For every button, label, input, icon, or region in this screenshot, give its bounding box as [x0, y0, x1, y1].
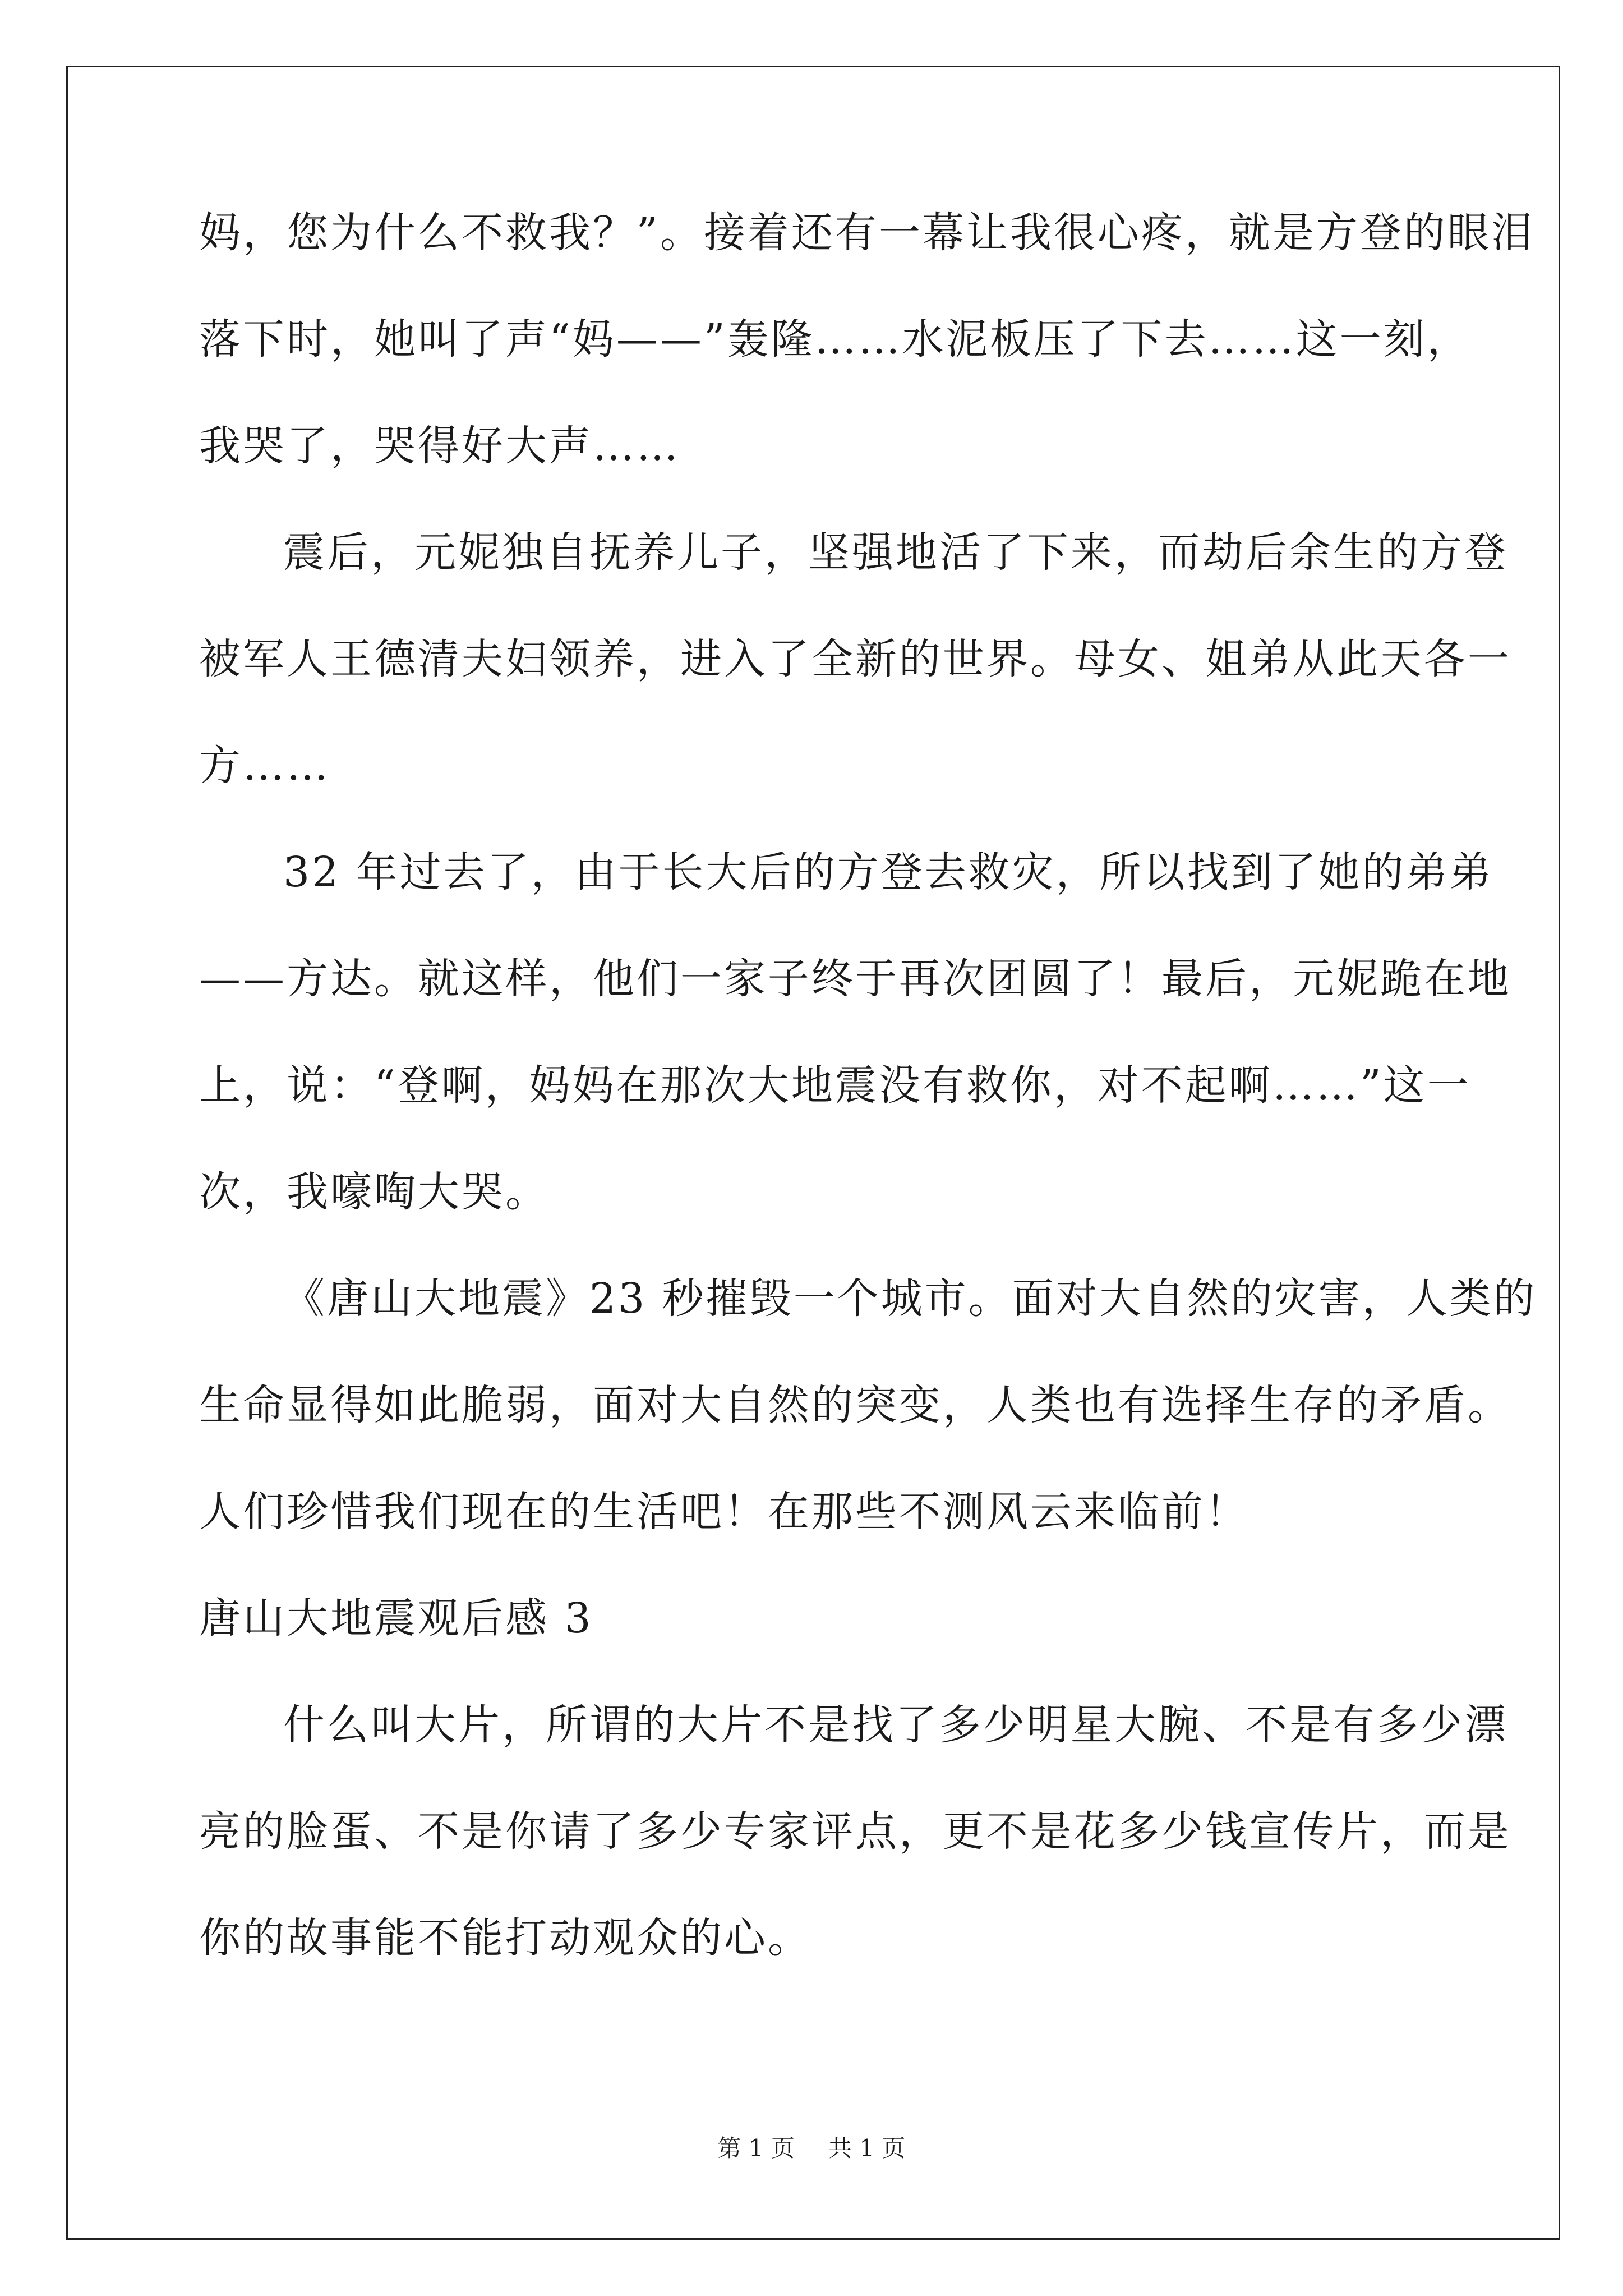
text-line: 我哭了，哭得好大声…… — [199, 422, 680, 470]
section-heading: 唐山大地震观后感 3 — [199, 1594, 593, 1642]
text-line: 生命显得如此脆弱，面对大自然的突变，人类也有选择生存的矛盾。 — [199, 1381, 1511, 1429]
page-footer — [0, 2132, 1623, 2165]
paragraph-start-line: 32 年过去了，由于长大后的方登去救灾，所以找到了她的弟弟 — [283, 848, 1493, 896]
text-line: 亮的脸蛋、不是你请了多少专家评点，更不是花多少钱宣传片，而是 — [199, 1807, 1511, 1856]
text-line: 妈，您为什么不救我？”。接着还有一幕让我很心疼，就是方登的眼泪 — [199, 209, 1535, 257]
text-line: 落下时，她叫了声“妈——”轰隆……水泥板压了下去……这一刻， — [199, 315, 1471, 364]
page-number: 第 1 页 — [717, 2134, 795, 2162]
text-line: 方…… — [199, 742, 330, 790]
paragraph-start-line: 《唐山大地震》23 秒摧毁一个城市。面对大自然的灾害，人类的 — [283, 1274, 1537, 1323]
paragraph-start-line: 震后，元妮独自抚养儿子，坚强地活了下来，而劫后余生的方登 — [283, 528, 1508, 577]
paragraph-start-line: 什么叫大片，所谓的大片不是找了多少明星大腕、不是有多少漂 — [283, 1701, 1508, 1749]
text-line: 人们珍惜我们现在的生活吧！在那些不测风云来临前！ — [199, 1488, 1249, 1536]
text-line: 上，说：“登啊，妈妈在那次大地震没有救你，对不起啊……”这一 — [199, 1061, 1471, 1110]
page-total: 共 1 页 — [828, 2134, 906, 2162]
text-line: 次，我嚎啕大哭。 — [199, 1168, 549, 1216]
text-line: ——方达。就这样，他们一家子终于再次团圆了！最后，元妮跪在地 — [199, 955, 1511, 1003]
text-line: 你的故事能不能打动观众的心。 — [199, 1914, 811, 1962]
text-line: 被军人王德清夫妇领养，进入了全新的世界。母女、姐弟从此天各一 — [199, 635, 1511, 683]
